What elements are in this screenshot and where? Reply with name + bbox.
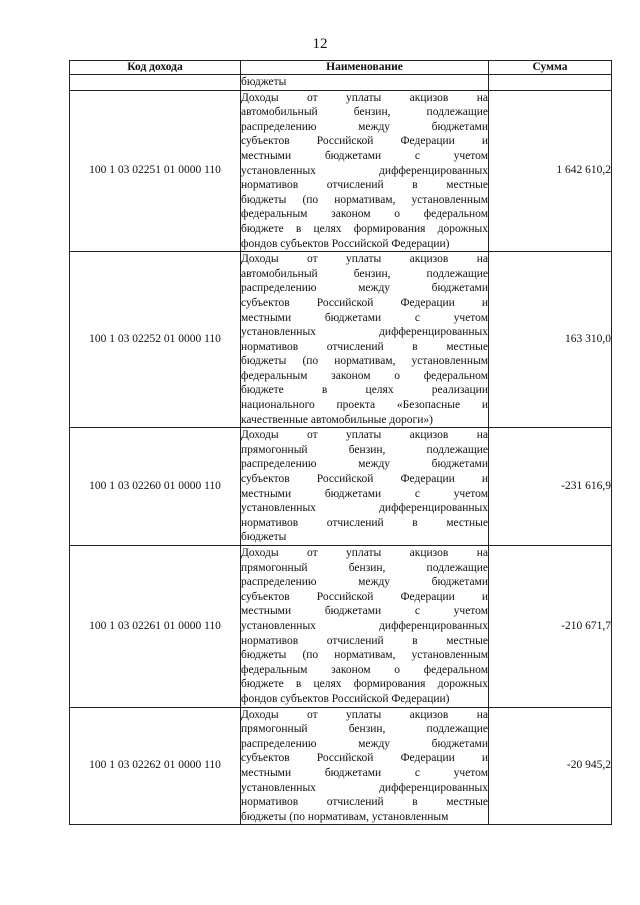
name-line: установленных дифференцированных [241, 619, 488, 632]
income-name-cell [241, 90, 489, 252]
name-line: распределению между бюджетами [241, 576, 488, 589]
amount-cell: 1 642 610,2 [489, 90, 612, 252]
name-line: субъектов Российской Федерации и [241, 590, 488, 603]
name-line: фондов субъектов Российской Федерации) [241, 237, 450, 250]
name-line: субъектов Российской Федерации и [241, 752, 488, 765]
income-code-cell: 100 1 03 02252 01 0000 110 [70, 252, 241, 428]
income-name-cell [241, 707, 489, 825]
name-line: прямогонный бензин, подлежащие [241, 561, 488, 574]
name-line: нормативов отчислений в местные [241, 340, 488, 353]
amount-cell: -20 945,2 [489, 707, 612, 825]
name-line: распределению между бюджетами [241, 458, 488, 471]
income-code-cell: 100 1 03 02251 01 0000 110 [70, 90, 241, 252]
income-name-cell [241, 546, 489, 708]
continuation-code-cell [70, 75, 241, 91]
name-line: местными бюджетами с учетом [241, 149, 488, 162]
name-line: местными бюджетами с учетом [241, 605, 488, 618]
name-line: субъектов Российской Федерации и [241, 296, 488, 309]
name-line: нормативов отчислений в местные [241, 796, 488, 809]
name-line: бюджеты (по нормативам, установленным [241, 649, 488, 662]
amount-cell: -210 671,7 [489, 546, 612, 708]
name-line: нормативов отчислений в местные [241, 516, 488, 529]
name-line: Доходы от уплаты акцизов на [241, 253, 488, 266]
name-line: местными бюджетами с учетом [241, 487, 488, 500]
name-line: бюджеты [241, 531, 287, 544]
name-line: автомобильный бензин, подлежащие [241, 267, 488, 280]
income-code-cell: 100 1 03 02261 01 0000 110 [70, 546, 241, 708]
name-line: федеральным законом о федеральном [241, 663, 488, 676]
name-line: установленных дифференцированных [241, 326, 488, 339]
name-line: установленных дифференцированных [241, 164, 488, 177]
name-line: местными бюджетами с учетом [241, 766, 488, 779]
name-line: бюджеты (по нормативам, установленным [241, 193, 488, 206]
name-line: Доходы от уплаты акцизов на [241, 429, 488, 442]
amount-cell: -231 616,9 [489, 428, 612, 546]
table-row [70, 90, 612, 252]
table-row [70, 428, 612, 546]
table-header-row [70, 61, 612, 75]
income-name-cell [241, 428, 489, 546]
name-line: бюджеты [241, 76, 287, 88]
name-line: бюджете в целях формирования дорожных [241, 222, 488, 235]
name-line: нормативов отчислений в местные [241, 634, 488, 647]
name-line: распределению между бюджетами [241, 120, 488, 133]
header-code: Код дохода [70, 61, 241, 75]
continuation-amount-cell [489, 75, 612, 91]
name-line: распределению между бюджетами [241, 737, 488, 750]
name-line: прямогонный бензин, подлежащие [241, 723, 488, 736]
name-line: прямогонный бензин, подлежащие [241, 443, 488, 456]
continuation-row [70, 75, 612, 91]
name-line: фондов субъектов Российской Федерации) [241, 692, 450, 705]
income-code-cell: 100 1 03 02260 01 0000 110 [70, 428, 241, 546]
name-line: бюджеты (по нормативам, установленным [241, 355, 488, 368]
name-line: бюджете в целях формирования дорожных [241, 678, 488, 691]
name-line: Доходы от уплаты акцизов на [241, 91, 488, 104]
table-row [70, 707, 612, 825]
income-name-cell [241, 252, 489, 428]
name-line: субъектов Российской Федерации и [241, 473, 488, 486]
income-code-cell: 100 1 03 02262 01 0000 110 [70, 707, 241, 825]
continuation-name-cell [241, 75, 489, 91]
name-line: Доходы от уплаты акцизов на [241, 708, 488, 721]
name-line: автомобильный бензин, подлежащие [241, 106, 488, 119]
name-line: субъектов Российской Федерации и [241, 135, 488, 148]
name-line: федеральным законом о федеральном [241, 369, 488, 382]
name-line: установленных дифференцированных [241, 781, 488, 794]
table-row [70, 252, 612, 428]
name-line: нормативов отчислений в местные [241, 179, 488, 192]
name-line: федеральным законом о федеральном [241, 208, 488, 221]
name-line: Доходы от уплаты акцизов на [241, 547, 488, 559]
name-line: местными бюджетами с учетом [241, 311, 488, 324]
amount-cell: 163 310,0 [489, 252, 612, 428]
name-line: национального проекта «Безопасные и [241, 399, 488, 412]
name-line: бюджеты (по нормативам, установленным [241, 810, 449, 823]
header-name: Наименование [241, 61, 489, 75]
name-line: распределению между бюджетами [241, 282, 488, 295]
table-row [70, 546, 612, 708]
header-amount: Сумма [489, 61, 612, 75]
name-line: качественные автомобильные дороги») [241, 413, 433, 426]
name-line: установленных дифференцированных [241, 502, 488, 515]
name-line: бюджете в целях реализации [241, 384, 488, 397]
page-number: 12 [312, 36, 328, 52]
revenue-table [69, 60, 612, 825]
